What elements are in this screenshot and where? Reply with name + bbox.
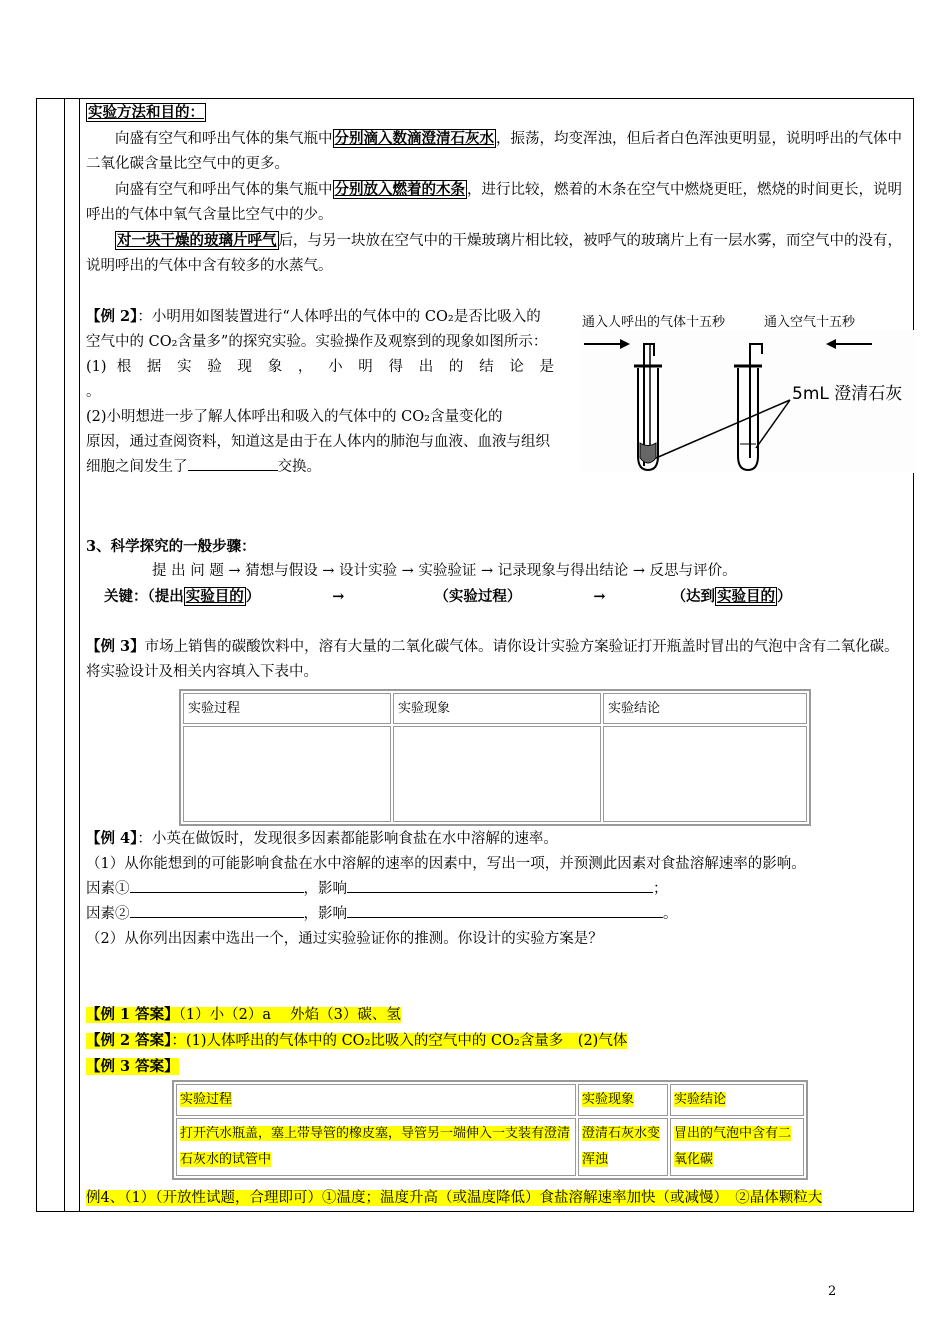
ex4-intro: 【例 4】：小英在做饭时，发现很多因素都能影响食盐在水中溶解的速率。 bbox=[86, 830, 558, 847]
ex3-cell-phenomenon[interactable] bbox=[393, 726, 601, 822]
page-number: 2 bbox=[828, 1284, 837, 1299]
answer-2: 【例 2 答案】：(1)人体呼出的气体中的 CO₂比吸入的空气中的 CO₂含量多 (2)气体 bbox=[86, 1032, 628, 1049]
methods-para-3: 对一块干燥的玻璃片呼气 后，与另一块放在空气中的干燥玻璃片相比较，被呼气的玻璃片上有一层水雾，而空气中的没有，说明呼出的气体中含有较多的水蒸气。 bbox=[86, 232, 902, 274]
ex3-text: 【例 3】市场上销售的碳酸饮料中，溶有大量的二氧化碳气体。请你设计实验方案验证打开瓶盖时冒出的气泡中含有二氧化碳。将实验设计及相关内容填入下表中。 bbox=[86, 638, 899, 680]
ex2-question-2: (2)小明想进一步了解人体呼出和吸入的气体中的 CO₂含量变化的 bbox=[86, 409, 503, 425]
document-content bbox=[86, 100, 908, 1211]
answer-1: 【例 1 答案】（1）小（2）a 外焰（3）碳、氢 bbox=[86, 1006, 401, 1023]
effect-2-blank[interactable] bbox=[347, 903, 663, 918]
ex2-intro: 【例 2】：小明用如图装置进行“人体呼出的气体中的 CO₂是否比吸入的空气中的 CO₂含量多”的探究实验。实验操作及观察到的现象如图所示： bbox=[86, 308, 548, 350]
steps-key: 关键：（提出 实验目的 ） → （实验过程） → （达到 实验目的 ） bbox=[104, 588, 792, 605]
answer-3-label: 【例 3 答案】 bbox=[86, 1058, 179, 1075]
ex4-factor-1: 因素① ，影响 ； bbox=[86, 877, 908, 902]
fig-caption-left: 通入人呼出的气体十五秒 bbox=[582, 315, 726, 330]
ex3-cell-conclusion[interactable] bbox=[603, 726, 807, 822]
example-2 bbox=[86, 304, 908, 534]
effect-1-blank[interactable] bbox=[347, 878, 653, 893]
methods-para-2: 向盛有空气和呼出气体的集气瓶中 分别放入燃着的木条 ，进行比较，燃着的木条在空气中燃烧更旺，燃烧的时间更长，说明呼出的气体中氧气含量比空气中的少。 bbox=[86, 181, 902, 223]
steps-heading: 3、科学探究的一般步骤： bbox=[86, 538, 256, 555]
ex4-question-1: （1）从你能想到的可能影响食盐在水中溶解的速率的因素中，写出一项，并预测此因素对食盐溶解速率的影响。 bbox=[86, 856, 806, 872]
fig-caption-right: 通入空气十五秒 bbox=[764, 315, 856, 330]
ex2-question-1: (1) 根 据 实 验 现 象 ， 小 明 得 出 的 结 论 是 bbox=[86, 359, 554, 375]
ans3-cell-phenomenon: 澄清石灰水变浑浊 bbox=[578, 1118, 668, 1176]
answer-4: 例4、（1）（开放性试题，合理即可）①温度；温度升高（或温度降低）食盐溶解速率加快（或减慢） ②晶体颗粒大 bbox=[86, 1190, 823, 1206]
ex3-header-process: 实验过程 bbox=[183, 693, 391, 724]
ans3-header-process: 实验过程 bbox=[176, 1084, 576, 1116]
ans3-cell-process: 打开汽水瓶盖，塞上带导管的橡皮塞，导管另一端伸入一支装有澄清石灰水的试管中 bbox=[176, 1118, 576, 1176]
ex2-question-1-end: 。 bbox=[86, 384, 101, 400]
ex2-answer-blank[interactable] bbox=[188, 456, 278, 471]
ans3-header-conclusion: 实验结论 bbox=[670, 1084, 804, 1116]
frame-divider-2 bbox=[79, 98, 80, 1212]
ex4-question-2: （2）从你列出因素中选出一个，通过实验验证你的推测。你设计的实验方案是？ bbox=[86, 931, 603, 947]
factor-2-blank[interactable] bbox=[130, 903, 304, 918]
ex2-question-2b: 原因，通过查阅资料，知道这是由于在人体内的肺泡与血液、血液与组织细胞之间发生了 交换。 bbox=[86, 434, 550, 475]
test-tube-figure bbox=[580, 308, 916, 473]
ex3-header-phenomenon: 实验现象 bbox=[393, 693, 601, 724]
fig-label: 5mL 澄清石灰 bbox=[792, 384, 903, 404]
ex3-cell-process[interactable] bbox=[183, 726, 391, 822]
methods-para-1: 向盛有空气和呼出气体的集气瓶中 分别滴入数滴澄清石灰水 ，振荡，均变浑浊，但后者白色浑浊更明显，说明呼出的气体中二氧化碳含量比空气中的更多。 bbox=[86, 130, 902, 172]
answer-3-table bbox=[172, 1080, 808, 1180]
ans3-cell-conclusion: 冒出的气泡中含有二氧化碳 bbox=[670, 1118, 804, 1176]
ex3-header-conclusion: 实验结论 bbox=[603, 693, 807, 724]
factor-1-blank[interactable] bbox=[130, 878, 304, 893]
ex3-table bbox=[179, 689, 811, 826]
steps-flow: 提 出 问 题 → 猜想与假设 → 设计实验 → 实验验证 → 记录现象与得出结论 → 反思与评价。 bbox=[152, 563, 737, 579]
methods-heading: 实验方法和目的： bbox=[88, 104, 204, 121]
ex4-factor-2: 因素② ，影响 。 bbox=[86, 902, 908, 927]
frame-divider-1 bbox=[64, 98, 65, 1212]
ans3-header-phenomenon: 实验现象 bbox=[578, 1084, 668, 1116]
